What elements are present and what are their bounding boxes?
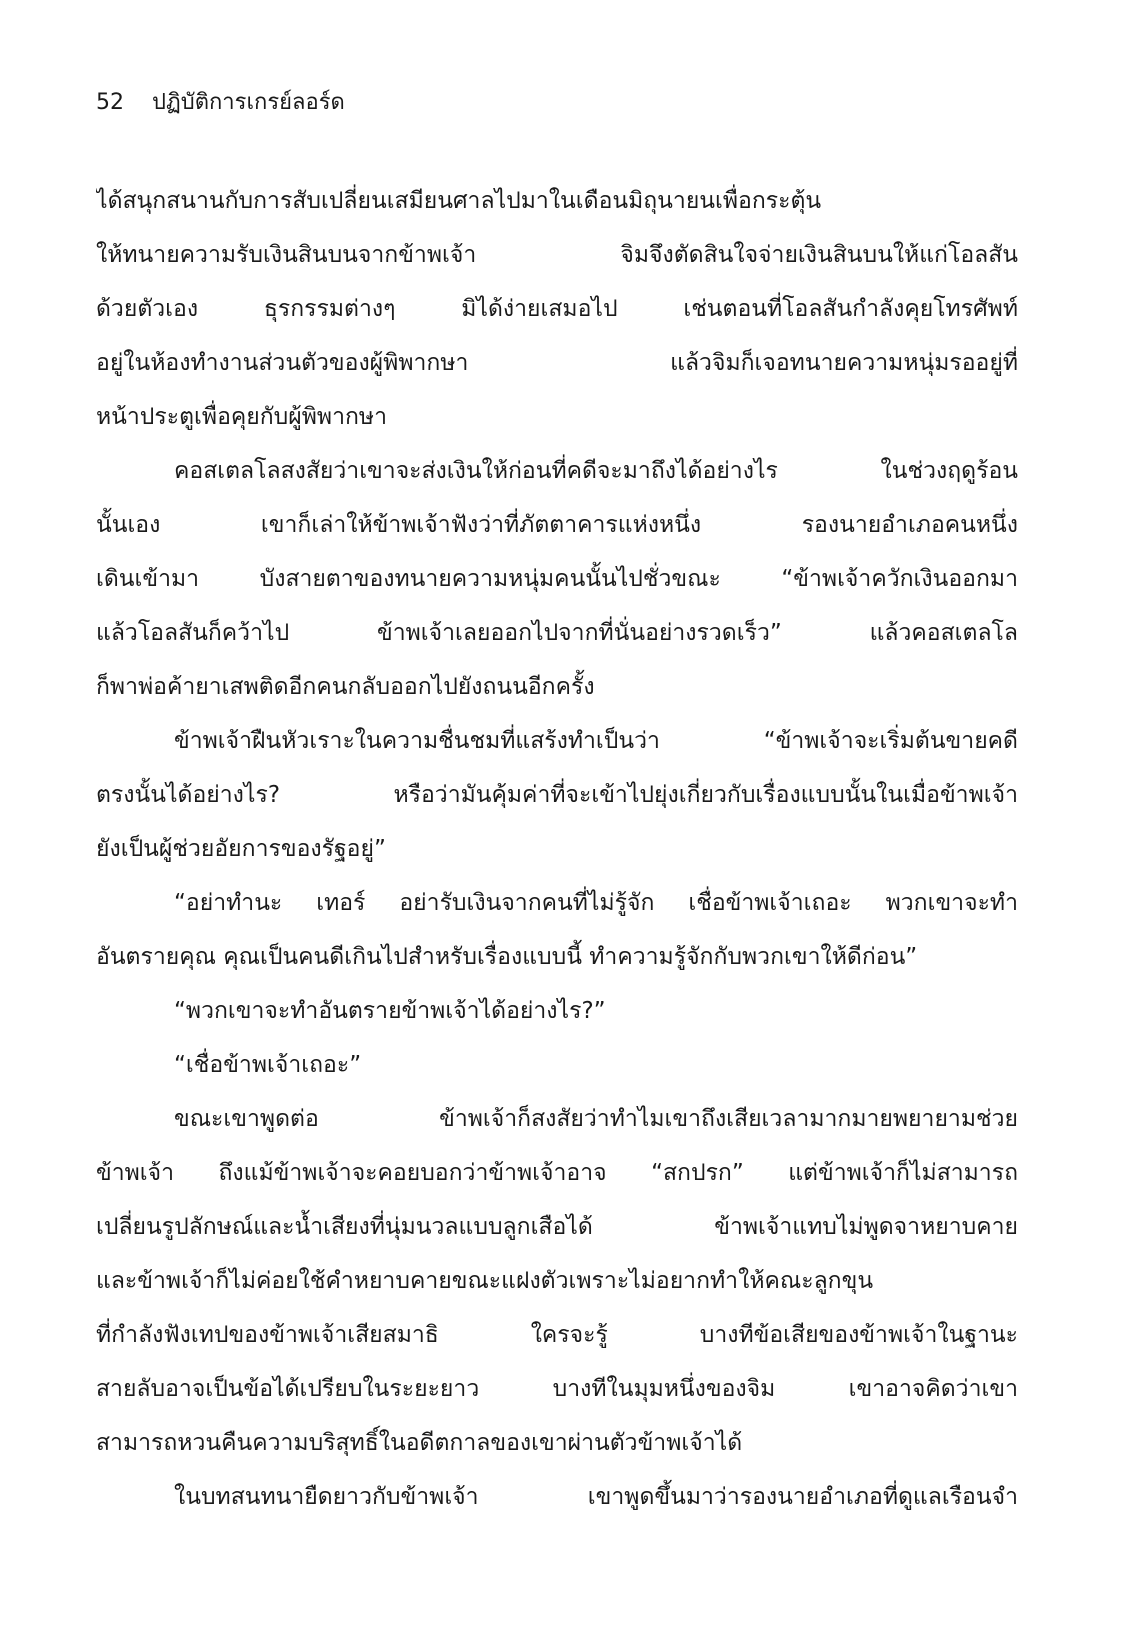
text-line: ยังเป็นผู้ช่วยอัยการของรัฐอยู่” <box>96 836 386 862</box>
page-number: 52 <box>96 90 124 115</box>
text-line: และข้าพเจ้าก็ไม่ค่อยใช้คำหยาบคายขณะแฝงตัวเพราะไม่อยากทำให้คณะลูกขุน <box>96 1268 874 1294</box>
text-line: สายลับอาจเป็นข้อได้เปรียบในระยะยาว บางทีในมุมหนึ่งของจิม เขาอาจคิดว่าเขา <box>96 1376 1018 1402</box>
text-line: คอสเตลโลสงสัยว่าเขาจะส่งเงินให้ก่อนที่คดีจะมาถึงได้อย่างไร ในช่วงฤดูร้อน <box>174 458 1018 484</box>
text-line: สามารถหวนคืนความบริสุทธิ์ในอดีตกาลของเขาผ่านตัวข้าพเจ้าได้ <box>96 1430 743 1456</box>
text-line: “อย่าทำนะ เทอร์ อย่ารับเงินจากคนที่ไม่รู้จัก เชื่อข้าพเจ้าเถอะ พวกเขาจะทำ <box>174 890 1018 916</box>
text-line: อยู่ในห้องทำงานส่วนตัวของผู้พิพากษา แล้วจิมก็เจอทนายความหนุ่มรออยู่ที่ <box>96 350 1018 376</box>
text-line: นั้นเอง เขาก็เล่าให้ข้าพเจ้าฟังว่าที่ภัตตาคารแห่งหนึ่ง รองนายอำเภอคนหนึ่ง <box>96 512 1018 538</box>
text-line: ข้าพเจ้า ถึงแม้ข้าพเจ้าจะคอยบอกว่าข้าพเจ้าอาจ “สกปรก” แต่ข้าพเจ้าก็ไม่สามารถ <box>96 1160 1018 1186</box>
text-line: ก็พาพ่อค้ายาเสพติดอีกคนกลับออกไปยังถนนอีกครั้ง <box>96 674 595 700</box>
text-line: เปลี่ยนรูปลักษณ์และน้ำเสียงที่นุ่มนวลแบบลูกเสือได้ ข้าพเจ้าแทบไม่พูดจาหยาบคาย <box>96 1214 1018 1240</box>
text-line: ขณะเขาพูดต่อ ข้าพเจ้าก็สงสัยว่าทำไมเขาถึงเสียเวลามากมายพยายามช่วย <box>174 1106 1018 1132</box>
text-line: แล้วโอลสันก็คว้าไป ข้าพเจ้าเลยออกไปจากที่นั่นอย่างรวดเร็ว” แล้วคอสเตลโล <box>96 620 1018 646</box>
text-line: ให้ทนายความรับเงินสินบนจากข้าพเจ้า จิมจึงตัดสินใจจ่ายเงินสินบนให้แก่โอลสัน <box>96 242 1018 268</box>
text-line: ด้วยตัวเอง ธุรกรรมต่างๆ มิได้ง่ายเสมอไป เช่นตอนที่โอลสันกำลังคุยโทรศัพท์ <box>96 296 1018 322</box>
text-line: ที่กำลังฟังเทปของข้าพเจ้าเสียสมาธิ ใครจะรู้ บางทีข้อเสียของข้าพเจ้าในฐานะ <box>96 1322 1018 1348</box>
running-title: ปฏิบัติการเกรย์ลอร์ด <box>152 90 345 115</box>
text-line: อันตรายคุณ คุณเป็นคนดีเกินไปสำหรับเรื่องแบบนี้ ทำความรู้จักกับพวกเขาให้ดีก่อน” <box>96 944 918 970</box>
text-line: หน้าประตูเพื่อคุยกับผู้พิพากษา <box>96 404 387 430</box>
text-line: “เชื่อข้าพเจ้าเถอะ” <box>174 1052 362 1078</box>
body-text <box>96 174 1018 1524</box>
text-line: เดินเข้ามา บังสายตาของทนายความหนุ่มคนนั้นไปชั่วขณะ “ข้าพเจ้าควักเงินออกมา <box>96 566 1018 592</box>
text-line: ข้าพเจ้าฝืนหัวเราะในความชื่นชมที่แสร้งทำเป็นว่า “ข้าพเจ้าจะเริ่มต้นขายคดี <box>174 728 1018 754</box>
text-line: ในบทสนทนายืดยาวกับข้าพเจ้า เขาพูดขึ้นมาว่ารองนายอำเภอที่ดูแลเรือนจำ <box>174 1484 1018 1510</box>
running-header <box>96 88 345 118</box>
text-line: “พวกเขาจะทำอันตรายข้าพเจ้าได้อย่างไร?” <box>174 998 606 1024</box>
text-line: ตรงนั้นได้อย่างไร? หรือว่ามันคุ้มค่าที่จะเข้าไปยุ่งเกี่ยวกับเรื่องแบบนั้นในเมื่อข้าพเจ้า <box>96 782 1018 808</box>
text-line: ได้สนุกสนานกับการสับเปลี่ยนเสมียนศาลไปมาในเดือนมิถุนายนเพื่อกระตุ้น <box>96 188 822 214</box>
